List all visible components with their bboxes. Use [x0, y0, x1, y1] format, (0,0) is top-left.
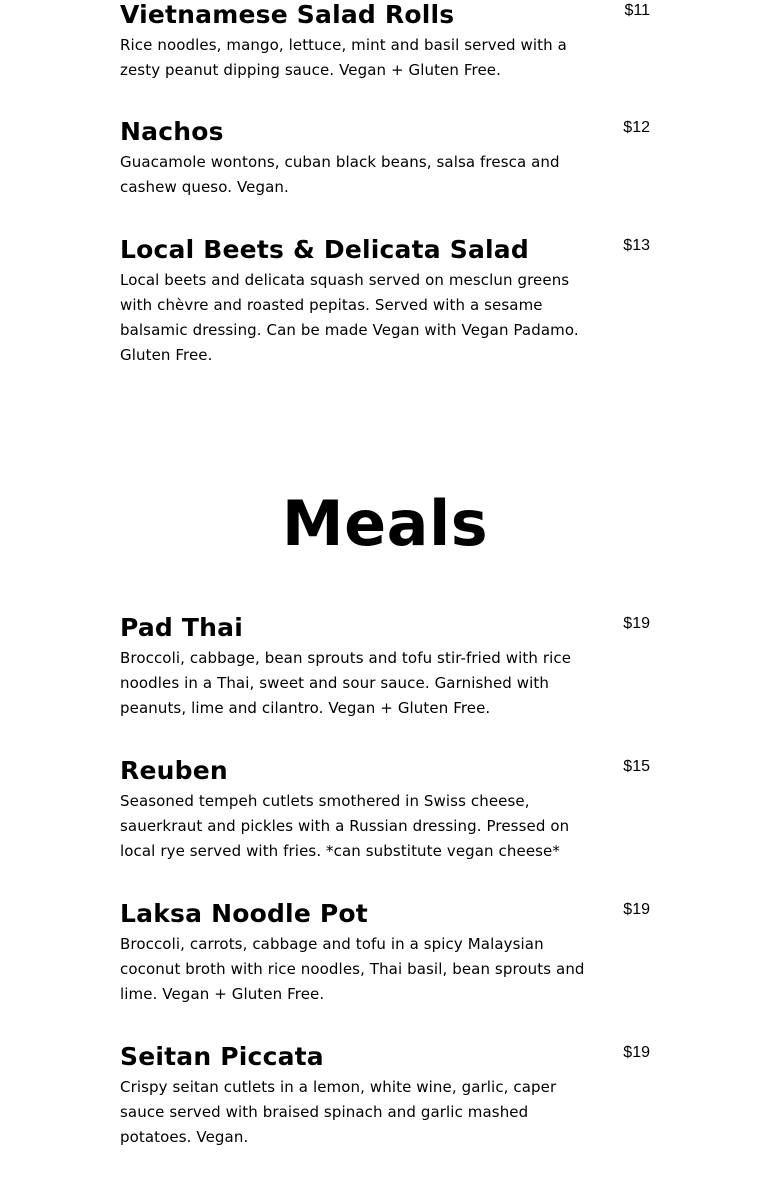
item-name: Vietnamese Salad Rolls — [120, 0, 455, 29]
item-description: Broccoli, cabbage, bean sprouts and tofu stir-fried with rice noodles in a Thai, sweet and sour sauce. Garnished with peanuts, lime and cilantro. Vegan + Gluten Free. — [120, 649, 572, 717]
item-name: Pad Thai — [120, 613, 244, 642]
item-name: Laksa Noodle Pot — [120, 899, 368, 928]
item-name: Seitan Piccata — [120, 1042, 324, 1071]
item-description: Broccoli, carrots, cabbage and tofu in a spicy Malaysian coconut broth with rice noodles, Thai basil, bean sprouts and lime. Vegan + Gluten Free. — [120, 935, 585, 1003]
item-price: $19 — [623, 1044, 650, 1061]
item-price: $13 — [623, 237, 650, 254]
item-price: $19 — [623, 901, 650, 918]
item-description: Rice noodles, mango, lettuce, mint and basil served with a zesty peanut dipping sauce. Vegan + Gluten Free. — [120, 36, 567, 79]
item-price: $11 — [624, 2, 650, 19]
item-price: $15 — [623, 758, 650, 775]
item-description: Seasoned tempeh cutlets smothered in Swiss cheese, sauerkraut and pickles with a Russian dressing. Pressed on local rye served with fries. *can substitute vegan cheese* — [120, 792, 570, 860]
item-name: Local Beets & Delicata Salad — [120, 235, 529, 264]
item-description: Guacamole wontons, cuban black beans, salsa fresca and cashew queso. Vegan. — [120, 153, 560, 196]
item-description: Local beets and delicata squash served on mesclun greens with chèvre and roasted pepitas. Served with a sesame balsamic dressing. Can be made Vegan with Vegan Padamo. Gluten Free. — [120, 271, 579, 364]
item-price: $19 — [623, 615, 650, 632]
item-price: $12 — [623, 119, 650, 136]
section-title-meals: Meals — [281, 487, 489, 560]
item-description: Crispy seitan cutlets in a lemon, white wine, garlic, caper sauce served with braised spinach and garlic mashed potatoes. Vegan. — [120, 1078, 557, 1146]
item-name: Reuben — [120, 756, 228, 785]
item-name: Nachos — [120, 117, 224, 146]
